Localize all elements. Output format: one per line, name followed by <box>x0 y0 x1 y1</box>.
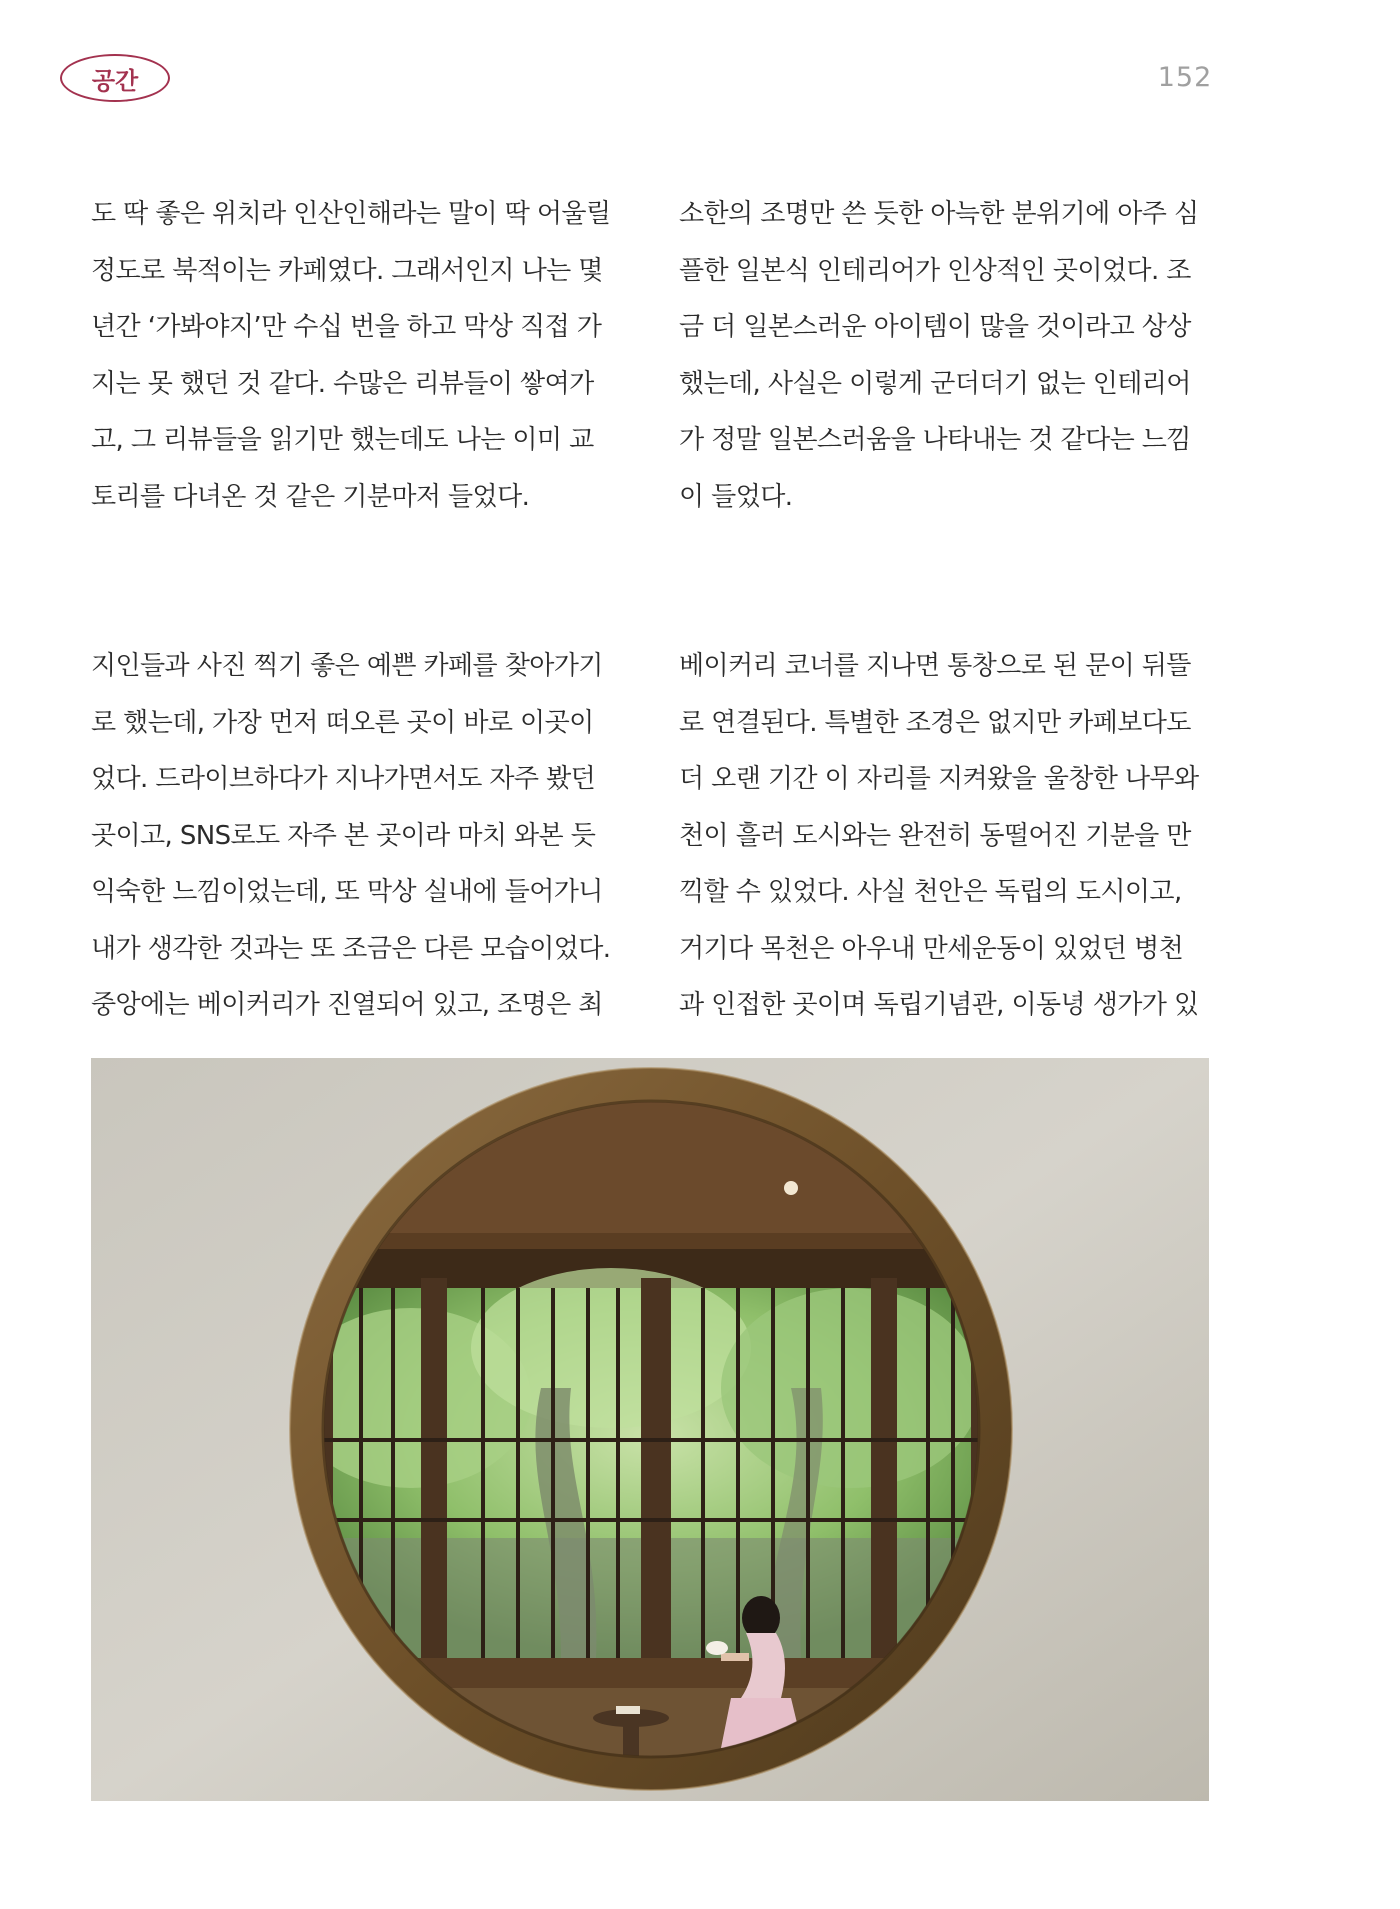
paragraph <box>679 186 1209 525</box>
text-line: 베이커리 코너를 지나면 통창으로 된 문이 뒤뜰 <box>679 651 1191 681</box>
text-line: 었다. 드라이브하다가 지나가면서도 자주 봤던 <box>91 764 596 794</box>
paragraph <box>91 638 621 1034</box>
text-column-left <box>91 186 621 1034</box>
text-line: 가 정말 일본스러움을 나타내는 것 같다는 느낌 <box>679 425 1191 455</box>
paragraph <box>91 186 621 525</box>
page-number: 152 <box>1157 62 1213 93</box>
text-line: 천이 흘러 도시와는 완전히 동떨어진 기분을 만 <box>679 820 1191 851</box>
text-line: 로 했는데, 가장 먼저 떠오른 곳이 바로 이곳이 <box>91 707 594 738</box>
section-label: 공간 <box>91 66 139 95</box>
text-line: 내가 생각한 것과는 또 조금은 다른 모습이었다. <box>91 933 611 964</box>
paragraph <box>679 638 1209 1034</box>
cafe-photo <box>91 1058 1209 1801</box>
text-line: 년간 ‘가봐야지’만 수십 번을 하고 막상 직접 가 <box>91 312 602 342</box>
text-line: 도 딱 좋은 위치라 인산인해라는 말이 딱 어울릴 <box>91 199 611 229</box>
text-line: 끽할 수 있었다. 사실 천안은 독립의 도시이고, <box>679 877 1182 907</box>
text-line: 정도로 북적이는 카페였다. 그래서인지 나는 몇 <box>91 255 603 286</box>
text-line: 금 더 일본스러운 아이템이 많을 것이라고 상상 <box>679 312 1191 342</box>
text-line: 곳이고, SNS로도 자주 본 곳이라 마치 와본 듯 <box>91 820 596 851</box>
text-line: 고, 그 리뷰들을 읽기만 했는데도 나는 이미 교 <box>91 425 594 455</box>
paragraph-gap <box>91 525 621 638</box>
photo-illustration <box>91 1058 1209 1801</box>
text-line: 지인들과 사진 찍기 좋은 예쁜 카페를 찾아가기 <box>91 651 603 681</box>
text-line: 했는데, 사실은 이렇게 군더더기 없는 인테리어 <box>679 368 1191 399</box>
text-line: 익숙한 느낌이었는데, 또 막상 실내에 들어가니 <box>91 877 603 907</box>
paragraph-gap <box>679 525 1209 638</box>
text-line: 지는 못 했던 것 같다. 수많은 리뷰들이 쌓여가 <box>91 368 594 399</box>
text-line: 소한의 조명만 쓴 듯한 아늑한 분위기에 아주 심 <box>679 199 1199 229</box>
text-line: 이 들었다. <box>679 481 793 512</box>
text-line: 토리를 다녀온 것 같은 기분마저 들었다. <box>91 481 530 512</box>
text-line: 중앙에는 베이커리가 진열되어 있고, 조명은 최 <box>91 990 603 1020</box>
text-line: 플한 일본식 인테리어가 인상적인 곳이었다. 조 <box>679 255 1191 286</box>
text-column-right <box>679 186 1209 1034</box>
section-badge <box>60 54 170 102</box>
text-line: 거기다 목천은 아우내 만세운동이 있었던 병천 <box>679 933 1184 964</box>
text-line: 로 연결된다. 특별한 조경은 없지만 카페보다도 <box>679 707 1191 738</box>
text-line: 더 오랜 기간 이 자리를 지켜왔을 울창한 나무와 <box>679 764 1199 794</box>
text-line: 과 인접한 곳이며 독립기념관, 이동녕 생가가 있 <box>679 990 1199 1020</box>
